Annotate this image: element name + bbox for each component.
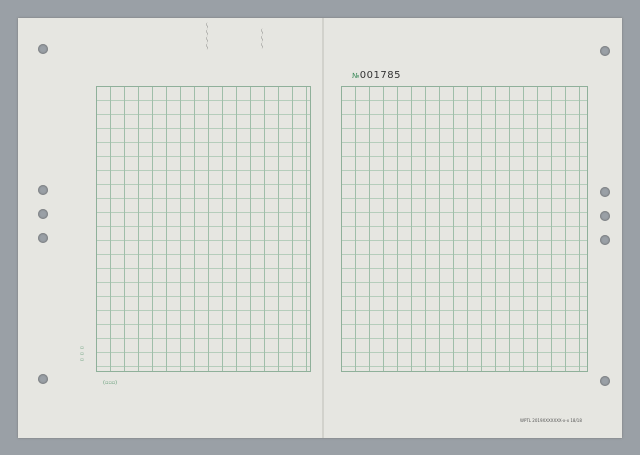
punch-hole [600, 376, 610, 386]
side-print: ▫▫▫ [79, 345, 85, 363]
punch-hole [600, 211, 610, 221]
punch-hole [38, 374, 48, 384]
punch-hole [600, 46, 610, 56]
serial-value: 001785 [359, 70, 401, 81]
handwriting-note: 〜〜〜 [258, 28, 266, 49]
left-manuscript-grid [96, 86, 311, 372]
serial-number [352, 70, 401, 81]
punch-hole [600, 187, 610, 197]
printer-mark: (▫▫▫) [103, 380, 118, 386]
page-fold [322, 18, 324, 438]
punch-hole [38, 44, 48, 54]
punch-hole [38, 233, 48, 243]
punch-hole [600, 235, 610, 245]
punch-hole [38, 185, 48, 195]
punch-hole [38, 209, 48, 219]
right-manuscript-grid [341, 86, 588, 372]
serial-prefix: № [352, 72, 360, 80]
handwriting-note: 〜〜〜〜 [203, 22, 211, 50]
archive-caption: WPTL 2019XXXXXXX-x-x 18/18 [520, 418, 582, 423]
